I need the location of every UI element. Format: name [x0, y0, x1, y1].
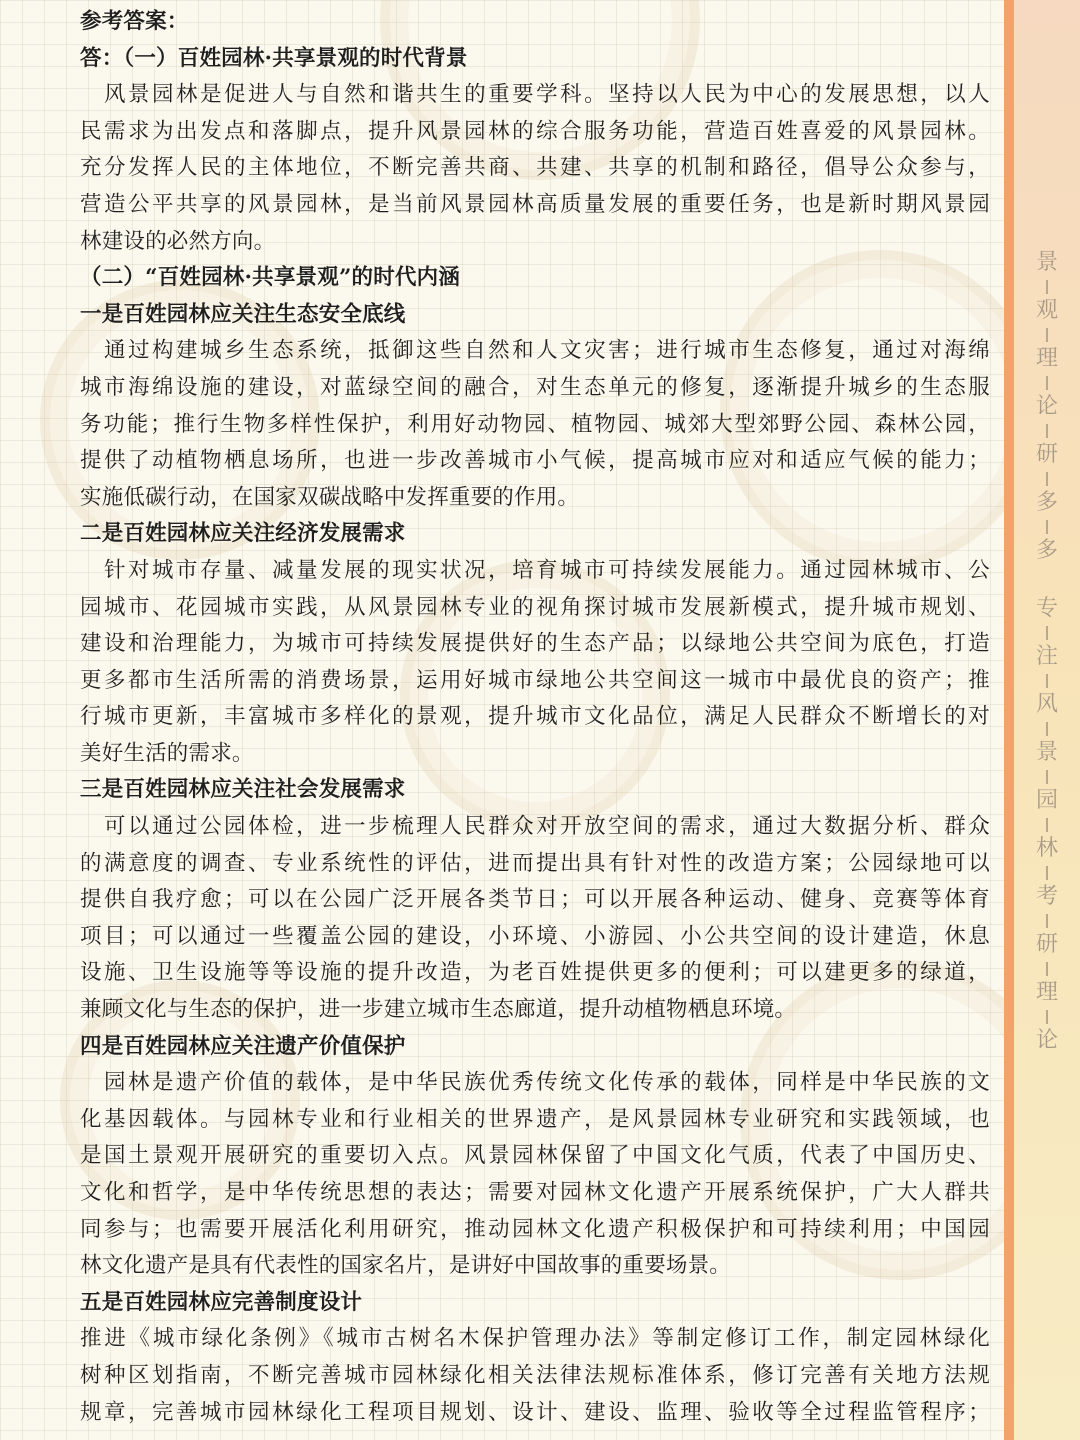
- sidebar-separator: [1046, 722, 1048, 736]
- sidebar-separator: [1046, 520, 1048, 534]
- sidebar-char: 多: [1035, 538, 1058, 563]
- paragraph-line: 城市海绵设施的建设，对蓝绿空间的融合，对生态单元的修复，逐渐提升城乡的生态服: [80, 374, 990, 400]
- paragraph-line: 风景园林是促进人与自然和谐共生的重要学科。坚持以人民为中心的发展思想，以人: [80, 82, 990, 108]
- sidebar-separator: [1046, 424, 1048, 438]
- sidebar-separator: [1046, 914, 1048, 928]
- sidebar-separator: [1046, 1010, 1048, 1024]
- section-heading: 答：（一）百姓园林·共享景观的时代背景: [80, 45, 468, 71]
- sidebar-separator: [1046, 770, 1048, 784]
- sidebar-char: 景: [1035, 740, 1058, 765]
- sidebar-separator: [1046, 866, 1048, 880]
- paragraph-line: 文化和哲学，是中华传统思想的表达；需要对园林文化遗产开展系统保护，广大人群共: [80, 1180, 990, 1205]
- sidebar-char: 专: [1035, 596, 1058, 621]
- paragraph-line: 林建设的必然方向。: [80, 228, 276, 254]
- section-heading: （二）“百姓园林·共享景观”的时代内涵: [80, 265, 461, 291]
- paragraph-line: 更多都市生活所需的消费场景，运用好城市绿地公共空间这一城市中最优良的资产；推: [80, 667, 990, 693]
- paragraph-line: 项目；可以通过一些覆盖公园的建设，小环境、小游园、小公共空间的设计建造，休息: [80, 923, 990, 949]
- sidebar-separator: [1046, 818, 1048, 832]
- sidebar-vertical-text: [1014, 252, 1080, 1052]
- document-body: [80, 4, 990, 1431]
- sidebar-char: 观: [1035, 298, 1058, 323]
- section-heading: 五是百姓园林应完善制度设计: [80, 1289, 363, 1315]
- sidebar-separator: [1046, 962, 1048, 976]
- paragraph-line: 提供了动植物栖息场所，也进一步改善城市小气候，提高城市应对和适应气候的能力；: [80, 448, 990, 474]
- paragraph-line: 务功能；推行生物多样性保护，利用好动物园、植物园、城郊大型郊野公园、森林公园，: [80, 411, 990, 437]
- paragraph-line: 推进《城市绿化条例》《城市古树名木保护管理办法》等制定修订工作，制定园林绿化: [80, 1326, 990, 1352]
- paragraph-line: 规章，完善城市园林绿化工程项目规划、设计、建设、监理、验收等全过程监管程序；: [80, 1399, 990, 1425]
- sidebar-char: 理: [1035, 980, 1058, 1005]
- paragraph-line: 园城市、花园城市实践，从风景园林专业的视角探讨城市发展新模式，提升城市规划、: [80, 594, 990, 620]
- sidebar-char: 景: [1035, 250, 1058, 275]
- paragraph-line: 的满意度的调查、专业系统性的评估，进而提出具有针对性的改造方案；公园绿地可以: [80, 850, 990, 876]
- sidebar-char: 注: [1035, 644, 1058, 669]
- sidebar-char: 论: [1035, 394, 1058, 419]
- sidebar-char: 风: [1035, 692, 1058, 717]
- paragraph-line: 同参与；也需要开展活化利用研究，推动园林文化遗产积极保护和可持续利用；中国园: [80, 1216, 990, 1242]
- sidebar-char: 多: [1035, 490, 1058, 515]
- paragraph-line: 建设和治理能力，为城市可持续发展提供好的生态产品；以绿地公共空间为底色，打造: [80, 631, 990, 657]
- section-heading: 参考答案：: [80, 9, 189, 34]
- sidebar-char: 理: [1035, 346, 1058, 371]
- paragraph-line: 通过构建城乡生态系统，抵御这些自然和人文灾害；进行城市生态修复，通过对海绵: [80, 338, 990, 364]
- sidebar-banner: [1004, 0, 1080, 1440]
- paragraph-line: 提供自我疗愈；可以在公园广泛开展各类节日；可以开展各种运动、健身、竞赛等体育: [80, 887, 990, 913]
- paragraph-line: 设施、卫生设施等等设施的提升改造，为老百姓提供更多的便利；可以建更多的绿道，: [80, 960, 990, 986]
- paragraph-line: 可以通过公园体检，进一步梳理人民群众对开放空间的需求，通过大数据分析、群众: [80, 814, 990, 840]
- sidebar-separator: [1046, 280, 1048, 294]
- paragraph-line: 民需求为出发点和落脚点，提升风景园林的综合服务功能，营造百姓喜爱的风景园林。: [80, 118, 990, 144]
- paragraph-line: 针对城市存量、减量发展的现实状况，培育城市可持续发展能力。通过园林城市、公: [80, 557, 990, 583]
- paragraph-line: 树种区划指南，不断完善城市园林绿化相关法律法规标准体系，修订完善有关地方法规: [80, 1362, 990, 1388]
- sidebar-char: 研: [1035, 932, 1058, 957]
- sidebar-char: 林: [1035, 836, 1058, 861]
- sidebar-separator: [1046, 472, 1048, 486]
- paragraph-line: 园林是遗产价值的载体，是中华民族优秀传统文化传承的载体，同样是中华民族的文: [80, 1070, 990, 1096]
- sidebar-separator: [1046, 626, 1048, 640]
- paragraph-line: 营造公平共享的风景园林，是当前风景园林高质量发展的重要任务，也是新时期风景园: [80, 191, 990, 217]
- sidebar-separator: [1046, 674, 1048, 688]
- section-heading: 三是百姓园林应关注社会发展需求: [80, 777, 406, 803]
- paragraph-line: 美好生活的需求。: [80, 740, 254, 766]
- sidebar-char: 论: [1035, 1028, 1058, 1053]
- sidebar-separator: [1046, 376, 1048, 390]
- paragraph-line: 是国土景观开展研究的重要切入点。风景园林保留了中国文化气质，代表了中国历史、: [80, 1143, 990, 1169]
- paragraph-line: 林文化遗产是具有代表性的国家名片，是讲好中国故事的重要场景。: [80, 1253, 732, 1279]
- sidebar-separator: [1046, 328, 1048, 342]
- section-heading: 一是百姓园林应关注生态安全底线: [80, 301, 406, 327]
- section-heading: 四是百姓园林应关注遗产价值保护: [80, 1033, 406, 1059]
- paragraph-line: 行城市更新，丰富城市多样化的景观，提升城市文化品位，满足人民群众不断增长的对: [80, 704, 990, 730]
- paragraph-line: 兼顾文化与生态的保护，进一步建立城市生态廊道，提升动植物栖息环境。: [80, 997, 797, 1023]
- section-heading: 二是百姓园林应关注经济发展需求: [80, 521, 406, 547]
- sidebar-char: 考: [1035, 884, 1058, 909]
- paragraph-line: 化基因载体。与园林专业和行业相关的世界遗产，是风景园林专业研究和实践领域，也: [80, 1106, 990, 1132]
- paragraph-line: 充分发挥人民的主体地位，不断完善共商、共建、共享的机制和路径，倡导公众参与，: [80, 155, 990, 181]
- paragraph-line: 实施低碳行动，在国家双碳战略中发挥重要的作用。: [80, 484, 580, 510]
- sidebar-char: 研: [1035, 442, 1058, 467]
- sidebar-char: 园: [1035, 788, 1058, 813]
